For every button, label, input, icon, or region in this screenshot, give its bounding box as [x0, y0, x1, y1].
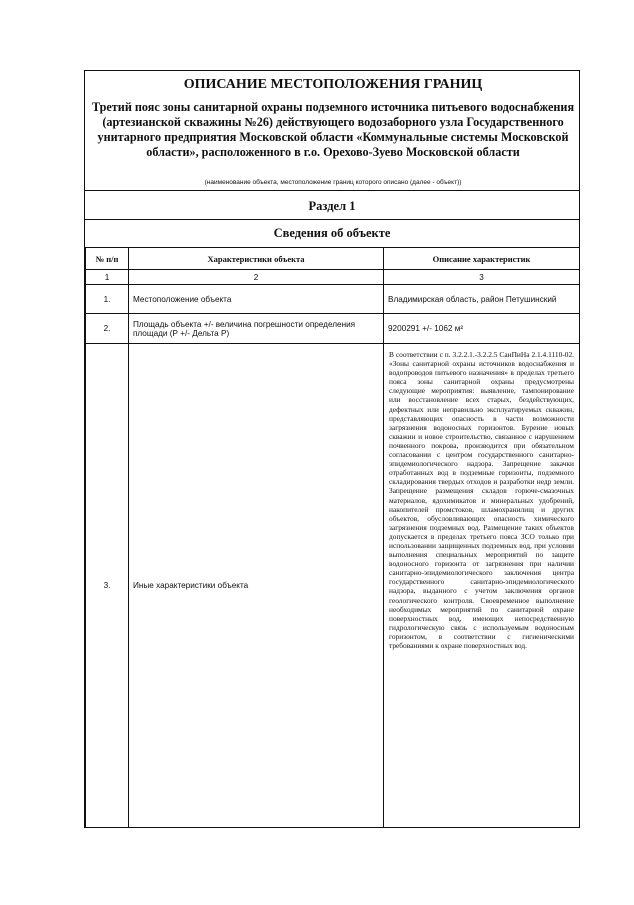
column-number-row [86, 270, 580, 285]
table-row [86, 285, 580, 314]
section-heading: Сведения об объекте [273, 226, 391, 240]
object-note: (наименование объекта, местоположение границ которого описано (далее - объект)) [204, 179, 462, 186]
document-subtitle: Третий пояс зоны санитарной охраны подземного источника питьевого водоснабжения (артезианской скважины №26) действующего водозаборного узла Государственного унитарного предприятия Московской области «Коммунальные системы Московской области», расположенного в г.о. Орехово-Зуево Московской области [91, 100, 575, 159]
row-characteristic: Местоположение объекта [129, 285, 384, 314]
divider [85, 219, 579, 220]
column-header: Описание характеристик [384, 248, 580, 270]
row-description: В соответствии с п. 3.2.2.1.-3.2.2.5 СанПиНа 2.1.4.1110-02. «Зоны санитарной охраны источников водоснабжения и водопроводов питьевого назначения» в пределах третьего пояса зоны санитарной охраны предусмотрены следующие мероприятия: выявление, тампонирование или восстановление всех старых, бездействующих, дефектных или неправильно эксплуатируемых скважин, представляющих опасность в части возможности загрязнения водоносных горизонтов. Бурение новых скважин и новое строительство, связанное с нарушением почвенного покрова, производится при обязательном согласовании с центром государственного санитарно-эпидемиологического надзора. Запрещение закачки отработанных вод в подземные горизонты, подземного складирования твердых отходов и разработки недр земли. Запрещение размещения складов горюче-смазочных материалов, ядохимикатов и минеральных удобрений, накопителей промстоков, шламохранилищ и других объектов, обусловливающих опасность химического загрязнения подземных вод. Размещение таких объектов допускается в пределах третьего пояса ЗСО только при использовании защищенных подземных вод, при условии выполнения специальных мероприятий по защите водоносного горизонта от загрязнения при наличии санитарно-эпидемиологического заключения центра государственного санитарно-эпидемиологического надзора, выданного с учетом заключения органов геологического контроля. Своевременное выполнение необходимых мероприятий по санитарной охране поверхностных вод, имеющих непосредственную гидрологическую связь с используемым водоносным горизонтом, в соответствии с гигиеническими требованиями к охране поверхностных вод. [384, 344, 580, 828]
row-number: 1. [86, 285, 129, 314]
column-number: 2 [129, 270, 384, 285]
section-label: Раздел 1 [308, 199, 356, 213]
table-row [86, 314, 580, 344]
row-number: 2. [86, 314, 129, 344]
row-description: 9200291 +/- 1062 м² [384, 314, 580, 344]
row-description: Владимирская область, район Петушинский [384, 285, 580, 314]
column-number: 3 [384, 270, 580, 285]
document-frame [84, 70, 580, 828]
table-row [86, 344, 580, 828]
column-number: 1 [86, 270, 129, 285]
row-characteristic: Площадь объекта +/- величина погрешности определения площади (Р +/- Дельта Р) [129, 314, 384, 344]
row-number: 3. [86, 344, 129, 828]
row-characteristic: Иные характеристики объекта [129, 344, 384, 828]
column-header: № п/п [86, 248, 129, 270]
object-table [85, 247, 580, 828]
divider [85, 190, 579, 191]
document-title: ОПИСАНИЕ МЕСТОПОЛОЖЕНИЯ ГРАНИЦ [183, 77, 483, 92]
table-header-row [86, 248, 580, 270]
column-header: Характеристики объекта [129, 248, 384, 270]
